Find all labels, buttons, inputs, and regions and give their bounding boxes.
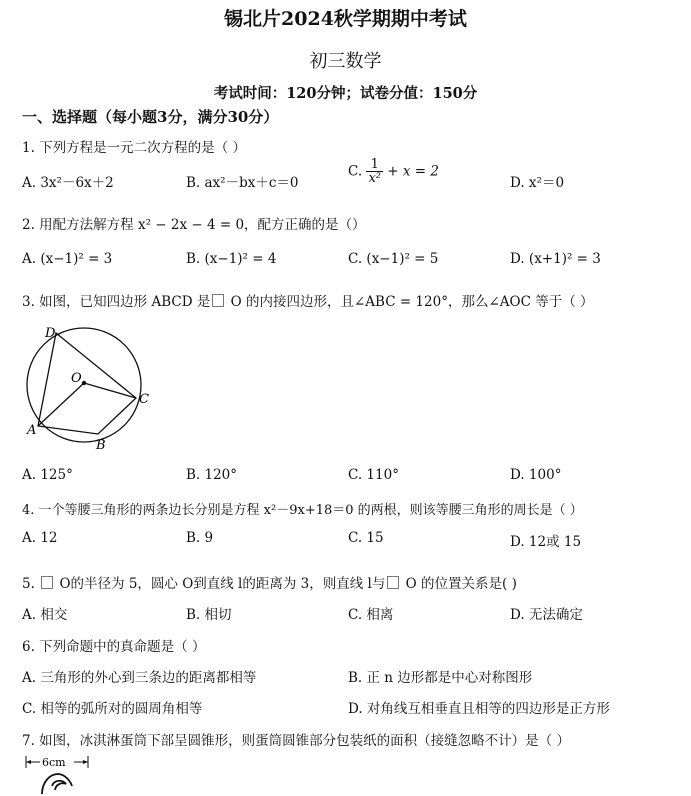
q3-option-b: B. 120° — [186, 467, 238, 483]
exam-title: 锡北片2024秋学期期中考试 — [224, 8, 467, 30]
q3-segment-oc — [84, 383, 136, 398]
q7-icecream-scoop — [42, 774, 72, 794]
q3-label-b: B — [96, 438, 106, 453]
question-3-text-post: O 的内接四边形，且∠ABC = 120°，那么∠AOC 等于（ ） — [226, 294, 594, 310]
q5-option-a: A. 相交 — [22, 607, 68, 623]
q1-option-c-rest: + x = 2 — [387, 163, 439, 180]
q1-option-c-fraction — [366, 158, 383, 185]
question-3-text-pre: 3. 如图，已知四边形 ABCD 是 — [22, 294, 211, 310]
q3-option-c: C. 110° — [348, 467, 399, 483]
q3-label-d: D — [45, 326, 56, 341]
circle-symbol-icon — [387, 576, 399, 589]
question-2: 2. 用配方法解方程 x² − 2x − 4 = 0，配方正确的是（） — [22, 217, 366, 233]
q6-option-a: A. 三角形的外心到三条边的距离都相等 — [22, 670, 257, 686]
question-3 — [22, 290, 594, 310]
q4-option-d: D. 12或 15 — [510, 534, 582, 550]
q7-figure — [20, 752, 110, 796]
q3-label-a: A — [27, 423, 37, 438]
exam-info: 考试时间：120分钟；试卷分值：150分 — [213, 85, 478, 102]
q4-option-a: A. 12 — [22, 530, 58, 546]
q4-option-b: B. 9 — [186, 530, 214, 546]
q3-figure — [18, 320, 158, 455]
q2-option-b: B. (x−1)² = 4 — [186, 251, 277, 267]
question-4: 4. 一个等腰三角形的两条边长分别是方程 x²－9x+18＝0 的两根，则该等腰三角形的周长是（ ） — [22, 503, 583, 518]
q5-option-c: C. 相离 — [348, 607, 394, 623]
q7-arrow-left-icon — [26, 760, 31, 764]
q7-icecream-swirl — [52, 781, 66, 790]
q1-option-c — [348, 158, 439, 185]
question-5-text-mid1: O的半径为 5，圆心 O到直线 l的距离为 3，则直线 l与 — [55, 576, 386, 592]
q2-option-d: D. (x+1)² = 3 — [510, 251, 601, 267]
q3-center-point — [82, 381, 86, 385]
q7-arrow-right-icon — [83, 760, 88, 764]
question-7: 7. 如图，冰淇淋蛋筒下部呈圆锥形，则蛋筒圆锥部分包装纸的面积（接缝忽略不计）是（ ） — [22, 733, 570, 749]
q1-option-a: A. 3x²－6x＋2 — [22, 175, 114, 191]
q1-option-b: B. ax²－bx＋c＝0 — [186, 175, 299, 191]
q3-label-c: C — [139, 392, 149, 407]
q5-option-b: B. 相切 — [186, 607, 232, 623]
q6-option-c: C. 相等的弧所对的圆周角相等 — [22, 701, 203, 717]
q3-option-a: A. 125° — [22, 467, 73, 483]
question-5 — [22, 572, 517, 592]
q1-option-d: D. x²＝0 — [510, 175, 565, 191]
subject-title: 初三数学 — [309, 51, 382, 72]
question-5-text-pre: 5. — [22, 576, 40, 592]
q1-option-c-denominator: x² — [368, 171, 381, 186]
q6-option-b: B. 正 n 边形都是中心对称图形 — [348, 670, 533, 686]
q4-option-c: C. 15 — [348, 530, 384, 546]
q6-option-d: D. 对角线互相垂直且相等的四边形是正方形 — [348, 701, 610, 717]
q7-dimension-label: 6cm — [42, 756, 66, 769]
q1-option-c-numerator: 1 — [366, 158, 383, 172]
circle-symbol-icon — [41, 576, 53, 589]
q3-option-d: D. 100° — [510, 467, 562, 483]
q5-option-d: D. 无法确定 — [510, 607, 583, 623]
q2-option-c: C. (x−1)² = 5 — [348, 251, 439, 267]
q1-option-c-label: C. — [348, 163, 363, 180]
circle-symbol-icon — [212, 294, 224, 307]
q2-option-a: A. (x−1)² = 3 — [22, 251, 113, 267]
question-1: 1. 下列方程是一元二次方程的是（ ） — [22, 140, 246, 156]
q3-label-o: O — [71, 371, 82, 386]
section-heading: 一、选择题（每小题3分，满分30分） — [22, 108, 279, 126]
question-6: 6. 下列命题中的真命题是（ ） — [22, 639, 206, 655]
question-5-text-mid2: O 的位置关系是( ) — [401, 576, 517, 592]
